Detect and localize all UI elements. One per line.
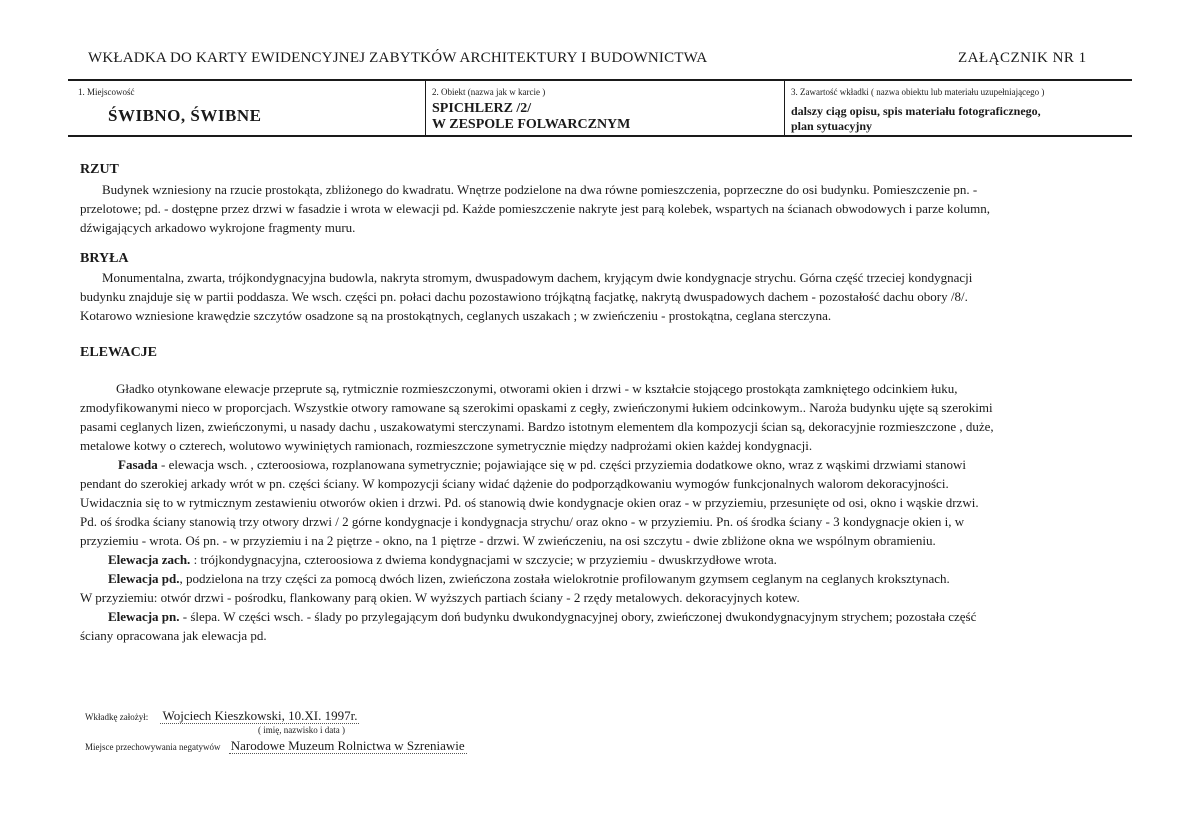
elewacja-pd-text: , podzielona na trzy części za pomocą dwóch lizen, zwieńczona została wielokrotnie profilowanym gzymsem ceglanym na ceglanych krokszt​ynach. xyxy=(179,571,950,586)
text-line: budynku znajduje się w partii poddasza. We wsch. części pn. połaci dachu pozostawiono trójkątną facjatkę, nakrytą dwuspadowych dachem - pozostałość dachu obory /8/. xyxy=(80,289,968,304)
text-line: pendant do szerokiej arkady wrót w pn. części ściany. W kompozycji ściany widać dążenie do podporządkowaniu wymogów funkcjonalnych walorom dekoracyjności. xyxy=(80,476,949,491)
elewacja-pd-label: Elewacja pd. xyxy=(108,571,180,586)
content-value xyxy=(791,104,1041,134)
text-line: Monumentalna, zwarta, trójkondygnacyjna budowla, nakryta stromym, dwuspadowym dachem, kryjącym dwie kondygnacje strychu. Górna część trzeciej kondygnacji xyxy=(102,270,973,285)
locality-caption: 1. Miejscowość xyxy=(78,87,135,97)
elewacja-pn-label: Elewacja pn. xyxy=(108,609,180,624)
content-line-2: plan sytuacyjny xyxy=(791,119,873,133)
text-line: Gładko otynkowane elewacje przeprute są, rytmicznie rozmieszczonymi, otworami okien i drzwi - w kształcie stojącego prostokąta zamkniętego odcinkiem łuku, xyxy=(116,381,958,396)
fasada-text: - elewacja wsch. , czteroosiowa, rozplanowana symetrycznie; pojawiające się w pd. części przyziemia dodatkowe okno, wraz z wąskimi drzwiami stanowi xyxy=(157,457,966,472)
author-caption: Wkładkę założył: xyxy=(85,712,149,722)
text-line: Uwidacznia się to w rytmicznym zestawieniu otworów okien i drzwi. Pd. oś stanowią dwie kondygnacje okien oraz - w przyziemiu, przesunięte od osi, okno i wąskie drzwi. xyxy=(80,495,979,510)
section-body-rzut xyxy=(80,180,1132,237)
text-line: dźwigających arkadowo wykrojone fragmenty muru. xyxy=(80,220,356,235)
info-table xyxy=(68,79,1132,137)
text-line: metalowe kotwy o czterech, wolutowo wywiniętych ramionach, rozmieszczone symetrycznie między nadprożami okien każdej kondygnacji. xyxy=(80,438,813,453)
text-line: zmodyfikowanymi nieco w proporcjach. Wszystkie otwory ramowane są szerokimi opaskami z cegły, zwieńczonymi łukiem odcinkowym.. Naroża budynku ujęte są szerokimi xyxy=(80,400,993,415)
object-line-1: SPICHLERZ /2/ xyxy=(432,101,532,116)
text-line: przelotowe; pd. - dostępne przez drzwi w fasadzie i wrota w elewacji pd. Każde pomieszczenie nakryte jest parą kolebek, wspartych na ścianach obwodowych i parze kolumn, xyxy=(80,201,990,216)
object-cell xyxy=(425,81,784,135)
fasada-first-line xyxy=(80,455,1132,474)
text-line: Budynek wzniesiony na rzucie prostokąta, zbliżonego do kwadratu. Wnętrze podzielone na dwa równe pomieszczenia, poprzeczne do osi budynku. Pomieszczenie pn. - xyxy=(102,182,978,197)
attachment-number: ZAŁĄCZNIK NR 1 xyxy=(958,50,1087,66)
section-body-elewacje xyxy=(80,379,1132,645)
content-cell xyxy=(784,81,1132,135)
locality-cell xyxy=(68,81,425,135)
section-title-bryla: BRYŁA xyxy=(80,251,129,266)
text-line: Kotarowo wzniesione krawędzie szczytów osadzone są na prostokątnych, ceglanych uszakach ; w zwieńczeniu - prostokątna, ceglana sterczyna. xyxy=(80,308,832,323)
text-line: ściany opracowana jak elewacja pd. xyxy=(80,628,267,643)
storage-value: Narodowe Muzeum Rolnictwa w Szreniawie xyxy=(230,738,465,753)
document-title: WKŁADKA DO KARTY EWIDENCYJNEJ ZABYTKÓW ARCHITEKTURY I BUDOWNICTWA xyxy=(88,50,708,66)
elewacja-pd-first-line xyxy=(80,569,1132,588)
object-caption: 2. Obiekt (nazwa jak w karcie ) xyxy=(432,87,546,97)
author-row xyxy=(85,708,359,724)
section-title-elewacje: ELEWACJE xyxy=(80,345,158,360)
elewacja-pn-text: - ślepa. W części wsch. - ślady po przylegającym doń budynku dwukondygnacyjnej obory, zwieńczonej dwukondygnacyjnym strychem; pozostała część xyxy=(179,609,977,624)
storage-row xyxy=(85,738,467,754)
section-body-bryla xyxy=(80,268,1132,325)
author-value: Wojciech Kieszkowski, 10.XI. 1997r. xyxy=(162,708,358,723)
content-line-1: dalszy ciąg opisu, spis materiału fotograficznego, xyxy=(791,104,1041,118)
text-line: pasami ceglanych lizen, zwieńczonymi, u nasady dachu , uszakowatymi sterczynami. Bardzo istotnym elementem dla kompozycji ścian są, dekoracyjnie rozmieszczone , duże, xyxy=(80,419,994,434)
text-line: przyziemiu - wrota. Oś pn. - w przyziemiu i na 2 piętrze - okno, na 1 piętrze - drzwi. W zwieńczeniu, na osi szczytu - dwie zbliżone okna we wspólnym obramieniu. xyxy=(80,533,936,548)
object-value xyxy=(432,101,630,133)
text-line: W przyziemiu: otwór drzwi - pośrodku, flankowany parą okien. W wyższych partiach ściany - 2 rzędy metalowych. dekoracyjnych kotew. xyxy=(80,590,800,605)
content-caption: 3. Zawartość wkładki ( nazwa obiektu lub materiału uzupełniającego ) xyxy=(791,87,1045,97)
fasada-label: Fasada xyxy=(118,457,158,472)
locality-value: ŚWIBNO, ŚWIBNE xyxy=(108,106,262,125)
elewacja-pn-first-line xyxy=(80,607,1132,626)
author-hint: ( imię, nazwisko i data ) xyxy=(258,725,345,735)
object-line-2: W ZESPOLE FOLWARCZNYM xyxy=(432,117,631,132)
text-line: Pd. oś środka ściany stanowią trzy otwory drzwi / 2 górne kondygnacje i kondygnacja strychu/ oraz okno - w przyziemiu. Pn. oś środka ściany - 3 kondygnacje okien i, w xyxy=(80,514,965,529)
elewacja-zach-line xyxy=(80,550,1132,569)
elewacja-zach-text: : trójkondygnacyjna, czteroosiowa z dwiema kondygnacjami w szczycie; w przyziemiu - dwuskrzydłowe wrota. xyxy=(190,552,777,567)
storage-caption: Miejsce przechowywania negatywów xyxy=(85,742,221,752)
elewacja-zach-label: Elewacja zach. xyxy=(108,552,191,567)
section-title-rzut: RZUT xyxy=(80,162,119,177)
